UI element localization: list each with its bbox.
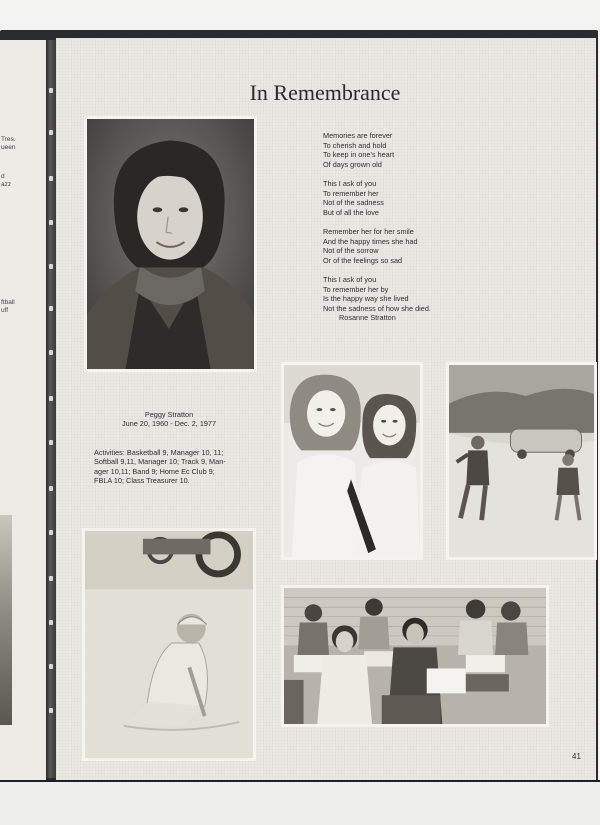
poem-line: This I ask of you [323,178,377,188]
binding-stitch [49,440,53,445]
page-title: In Remembrance [249,80,401,105]
activities-line: Softball 9,11, Manager 10; Track 9, Man- [94,457,226,467]
left-page-text: ftball [1,299,15,306]
poem-line: Or of the feelings so sad [323,255,403,265]
activities-list [94,448,266,486]
activities-line: FBLA 10; Class Treasurer 10. [94,476,190,486]
poem-line: But of all the love [323,207,379,217]
poem-line: Of days grown old [323,159,382,169]
memorial-poem [323,131,523,323]
binding-stitch [49,486,53,491]
poem-line: Memories are forever [323,131,393,140]
poem-stanza [323,275,523,313]
poem-line: Not of the sadness [323,198,384,208]
memorial-dates: June 20, 1960 - Dec. 2, 1977 [121,419,217,429]
poem-line: And the happy times she had [323,236,418,246]
portrait-photo [84,116,257,372]
girl-kneeling-photo [82,528,256,761]
left-page-text: Tres. [1,136,16,143]
binding-stitch [49,264,53,269]
typing-class-photo [281,585,549,727]
poem-line: This I ask of you [323,274,377,284]
poem-line: To cherish and hold [323,140,387,150]
memorial-name-block [95,410,243,429]
poem-author: Rosanne Stratton [339,313,396,323]
scan-bottom-margin [0,782,600,825]
left-page-photo-edge [0,515,12,725]
activities-line: Activities: Basketball 9, Manager 10, 11; [94,448,224,457]
page-number: 41 [572,752,581,761]
binding-stitch [49,576,53,581]
memorial-name: Peggy Stratton [144,410,194,419]
binding-stitch [49,220,53,225]
binding-stitch [49,130,53,135]
activities-line: ager 10,11; Band 9; Home Ec Club 9; [94,466,215,476]
scan-top-margin [0,0,600,30]
binding-stitch [49,708,53,713]
binding-stitch [49,396,53,401]
poem-stanza [323,179,523,217]
poem-line: To keep in one's heart [323,150,395,160]
binding-stitch [49,620,53,625]
two-girls-photo [281,362,423,560]
left-page-text: uff [1,307,9,314]
poem-line: Is the happy way she lived [323,294,409,304]
poem-line: To remember her [323,188,379,198]
poem-stanza [323,131,523,169]
poem-line: To remember her by [323,284,389,294]
left-page-text: ueen [1,144,16,151]
binding-stitch [49,664,53,669]
binding-stitch [49,530,53,535]
poem-line: Not the sadness of how she died. [323,303,431,313]
binding-stitch [49,88,53,93]
left-page-text: azz [1,181,12,188]
poem-stanza [323,227,523,265]
binding-stitch [49,350,53,355]
binding-stitch [49,306,53,311]
left-page-text: d [1,173,5,180]
binding-stitch [49,176,53,181]
poem-line: Not of the sorrow [323,246,379,256]
students-walking-photo [446,362,597,560]
poem-line: Remember her for her smile [323,226,414,236]
